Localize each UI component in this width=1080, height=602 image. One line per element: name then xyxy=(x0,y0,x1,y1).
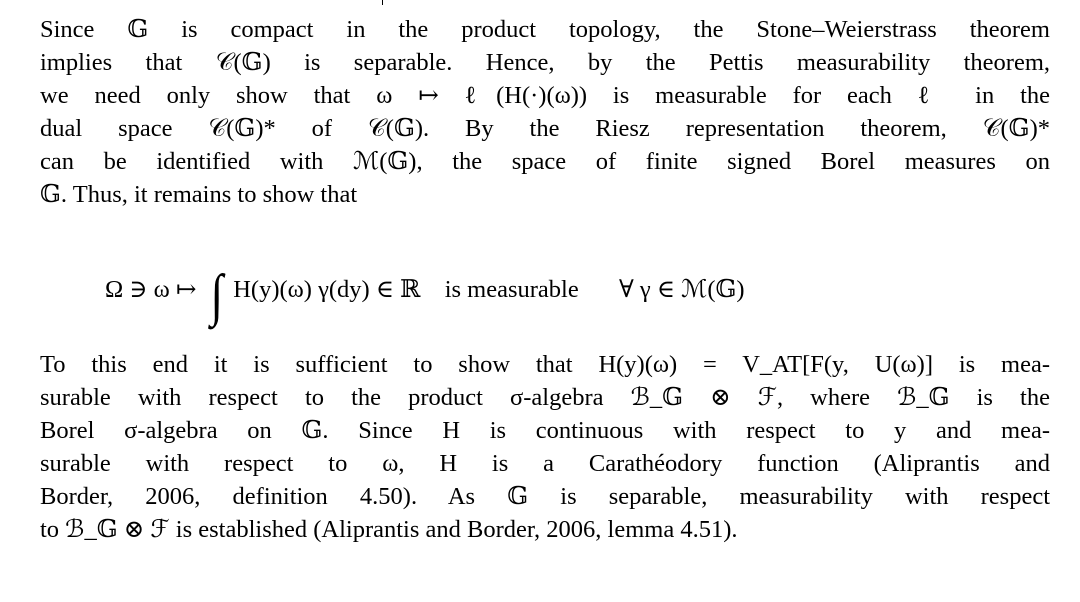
text-line: can be identified with ℳ(𝔾), the space of finite signed Borel measures on xyxy=(40,148,1050,175)
equation-quantifier: ∀ γ ∈ ℳ(𝔾) xyxy=(619,276,745,303)
text-line: 𝔾. Thus, it remains to show that xyxy=(40,181,358,208)
display-equation xyxy=(105,255,1005,325)
text-line: Since 𝔾 is compact in the product topology, the Stone–Weierstrass theorem xyxy=(40,16,1050,43)
paragraph-1 xyxy=(40,13,1050,211)
integral-sign: ∫ xyxy=(210,262,224,327)
text-line: Border, 2006, definition 4.50). As 𝔾 is separable, measurability with respect xyxy=(40,483,1050,510)
equation-left: Ω ∋ ω ↦ xyxy=(105,276,197,303)
paragraph-2 xyxy=(40,348,1050,546)
text-line: To this end it is sufficient to show that H(y)(ω) = V_AT[F(y, U(ω)] is mea- xyxy=(40,351,1050,378)
page-edge-mark xyxy=(382,0,383,5)
equation-integrand: H(y)(ω) γ(dy) ∈ ℝ xyxy=(233,276,421,303)
text-line: dual space 𝒞(𝔾)* of 𝒞(𝔾). By the Riesz representation theorem, 𝒞(𝔾)* xyxy=(40,115,1050,142)
text-line: we need only show that ω ↦ ℓ(H(·)(ω)) is measurable for each ℓ in the xyxy=(40,82,1050,109)
equation-text: is measurable xyxy=(444,276,579,303)
text-line: to ℬ_𝔾 ⊗ ℱ is established (Aliprantis and Border, 2006, lemma 4.51). xyxy=(40,516,738,543)
text-line: implies that 𝒞(𝔾) is separable. Hence, by the Pettis measurability theorem, xyxy=(40,49,1050,76)
text-line: surable with respect to ω, H is a Carathéodory function (Aliprantis and xyxy=(40,450,1050,477)
text-line: Borel σ-algebra on 𝔾. Since H is continuous with respect to y and mea- xyxy=(40,417,1050,444)
text-line: surable with respect to the product σ-algebra ℬ_𝔾 ⊗ ℱ, where ℬ_𝔾 is the xyxy=(40,384,1050,411)
